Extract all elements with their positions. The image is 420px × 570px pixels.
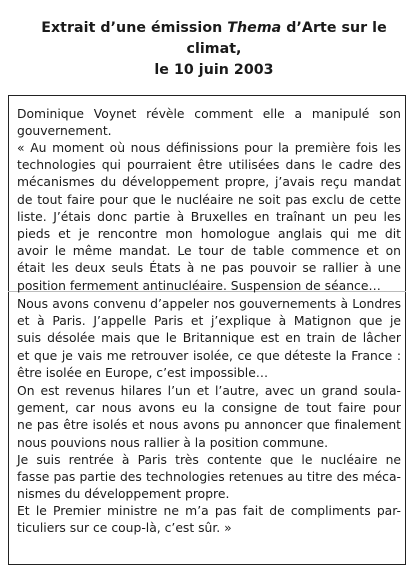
text-line: nismes du développement propre.	[17, 487, 230, 502]
text-line: être isolée en Europe, c’est impossible…	[17, 365, 269, 380]
text-line: Dominique Voynet révèle comment elle a manipulé son	[17, 107, 401, 121]
text-line: mécanismes du développement propre, j’avais reçu mandat	[17, 175, 401, 190]
text-line: fasse pas partie des technologies retenues au titre des méca-	[17, 470, 401, 485]
title-prefix: Extrait d’une émission	[41, 20, 228, 36]
text-line: suis désolée mais que le Britannique est en train de lâcher	[17, 331, 401, 346]
text-line: Et le Premier ministre ne m’a pas fait de compliments par-	[17, 504, 401, 518]
text-line: de tout faire pour que le nucléaire ne soit pas exclu de cette	[17, 192, 401, 207]
title-suffix: d’Arte sur le climat,	[186, 20, 387, 57]
text-line: « Au moment où nous définissions pour la première fois les	[17, 141, 401, 155]
paragraph-convened	[17, 296, 401, 382]
title-italic: Thema	[227, 20, 282, 36]
paragraph-intro	[17, 106, 401, 140]
title-line-2: le 10 juin 2003	[154, 62, 274, 78]
text-line: ticuliers sur ce coup-là, c’est sûr. »	[17, 521, 232, 536]
paragraph-relief	[17, 383, 401, 452]
paragraph-prime-minister	[17, 503, 401, 537]
title-line-1	[16, 18, 412, 60]
text-line: On est revenus hilares l’un et l’autre, avec un grand soula-	[17, 384, 401, 398]
document-title	[16, 18, 412, 81]
text-line: pieds et je rencontre mon homologue anglais qui me dit	[17, 227, 401, 242]
text-line: nous pouvions nous rallier à la position commune.	[17, 435, 329, 450]
text-line: Je suis rentrée à Paris très contente que le nucléaire ne	[17, 453, 401, 467]
text-line: position fermement antinucléaire. Suspension de séance…	[17, 278, 381, 293]
text-line: technologies qui pourraient être utilisées dans le cadre des	[17, 158, 401, 173]
text-line: et que je vais me retrouver isolée, ce que déteste la France :	[17, 348, 401, 363]
paragraph-quote-start	[17, 140, 401, 295]
text-line: liste. J’étais donc partie à Bruxelles en traînant un peu les	[17, 209, 401, 224]
text-line: avoir le même mandat. Le tour de table commence et on	[17, 244, 401, 259]
paragraph-return	[17, 452, 401, 504]
text-line: gement, car nous avons eu la consigne de tout faire pour	[17, 401, 401, 416]
text-line: et à Paris. J’appelle Paris et j’explique à Matignon que je	[17, 314, 401, 329]
text-line: gouvernement.	[17, 124, 112, 139]
text-line: Nous avons convenu d’appeler nos gouvernements à Londres	[17, 297, 401, 311]
text-line: était les deux seuls États à ne pas pouvoir se rallier à une	[17, 261, 401, 276]
text-line: ne pas être isolés et nous avons pu annoncer que finalement	[17, 418, 401, 433]
